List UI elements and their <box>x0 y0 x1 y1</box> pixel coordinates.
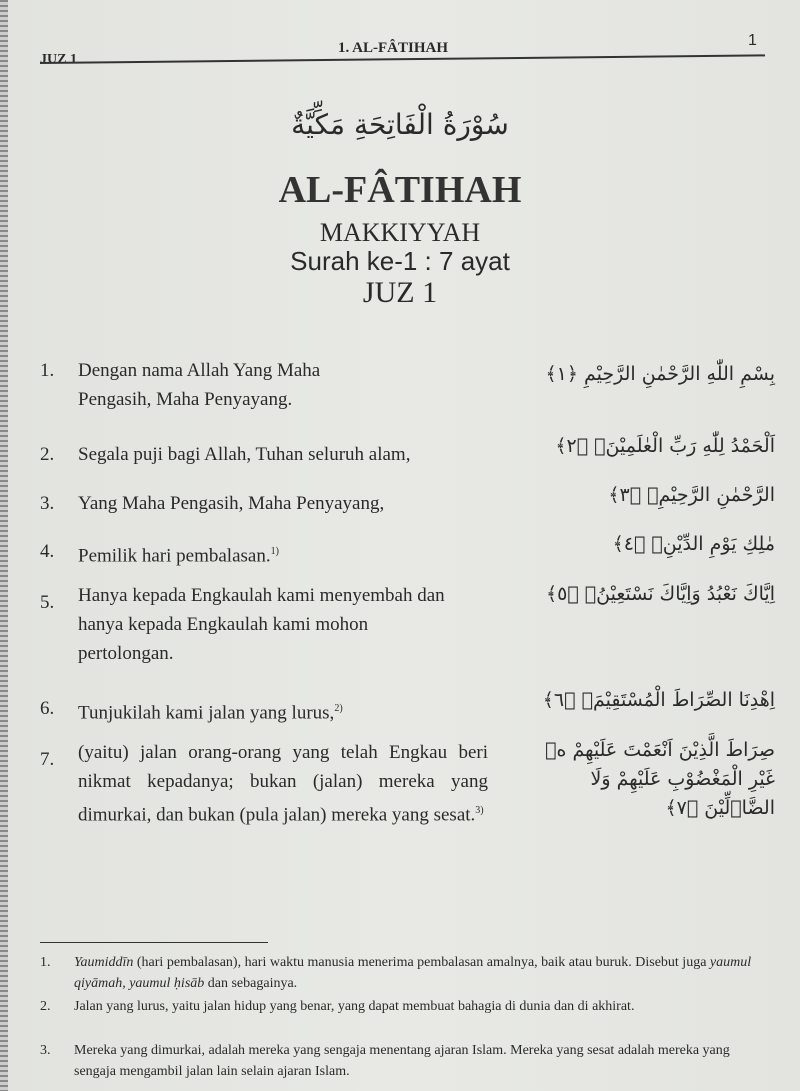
verse-arabic: اِيَّاكَ نَعْبُدُ وَاِيَّاكَ نَسْتَعِيْنُۗ ﴿٥﴾ <box>545 583 775 605</box>
verse-text-content: Tunjukilah kami jalan yang lurus, <box>78 702 335 724</box>
footnote-text: Mereka yang dimurkai, adalah mereka yang sengaja menentang ajaran Islam. Mereka yang sesat adalah mereka yang sengaja mengambil jalan lain selain ajaran Islam. <box>74 1043 730 1079</box>
page-edge <box>0 0 8 1091</box>
footnote-ref: 3) <box>475 805 484 816</box>
verse-arabic: اَلْحَمْدُ لِلّٰهِ رَبِّ الْعٰلَمِيْنَۙ ﴿٢﴾ <box>555 435 775 457</box>
surah-title: AL-FÂTIHAH <box>278 169 522 211</box>
verse-number: 3. <box>40 493 55 514</box>
verse-text: Hanya kepada Engkaulah kami menyembah dan hanya kepada Engkaulah kami mohon pertolongan. <box>78 585 445 664</box>
verse-text-content: (yaitu) jalan orang-orang yang telah Engkau beri nikmat kepadanya; bukan (jalan) mereka yang dimurkai, dan bukan (pula jalan) mereka yang sesat. <box>78 742 488 826</box>
verse-arabic: بِسْمِ اللّٰهِ الرَّحْمٰنِ الرَّحِيْمِ ﴿١﴾ <box>545 363 775 385</box>
verse-text <box>78 537 538 570</box>
footnote-text: dan sebagainya. <box>204 976 298 991</box>
surah-type: MAKKIYYAH <box>319 218 481 247</box>
verse-number: 7. <box>40 749 55 770</box>
footnote-term: Yaumiddīn <box>74 955 134 970</box>
footnote-ref: 2) <box>334 703 343 714</box>
verse-arabic: الرَّحْمٰنِ الرَّحِيْمِۙ ﴿٣﴾ <box>608 484 775 506</box>
verse-number: 1. <box>40 360 55 381</box>
verse-number: 2. <box>40 444 55 465</box>
footnote <box>40 996 770 1017</box>
footnote <box>40 952 770 994</box>
verse-number: 6. <box>40 698 55 719</box>
footnote-number: 3. <box>40 1043 51 1058</box>
surah-juz: JUZ 1 <box>362 276 438 309</box>
verse-text <box>78 694 538 727</box>
surah-title-arabic: سُوْرَةُ الْفَاتِحَةِ مَكِّيَّةٌ <box>291 108 509 141</box>
verse-text: Yang Maha Pengasih, Maha Penyayang, <box>78 493 385 514</box>
footnote-text: Jalan yang lurus, yaitu jalan hidup yang benar, yang dapat membuat bahagia di dunia dan di akhirat. <box>74 999 635 1014</box>
verse-text-content: Pemilik hari pembalasan. <box>78 545 271 567</box>
verse-arabic: مٰلِكِ يَوْمِ الدِّيْنِۗ ﴿٤﴾ <box>612 533 775 555</box>
header-juz: JUZ 1 <box>40 52 77 67</box>
verse-text: Segala puji bagi Allah, Tuhan seluruh alam, <box>78 444 411 465</box>
verse-text: Dengan nama Allah Yang Maha Pengasih, Maha Penyayang. <box>78 360 321 410</box>
footnote-number: 2. <box>40 999 51 1014</box>
verse-number: 5. <box>40 592 55 613</box>
verse-arabic: صِرَاطَ الَّذِيْنَ اَنْعَمْتَ عَلَيْهِمْ ەۙ غَيْرِ الْمَغْضُوْبِ عَلَيْهِمْ وَلَا الضَّاۤلِّيْنَ ﴿٧﴾ <box>545 739 775 819</box>
footnote-ref: 1) <box>270 546 279 557</box>
page-number: 1 <box>748 32 757 49</box>
footnote-divider <box>40 942 268 943</box>
verse-arabic: اِهْدِنَا الصِّرَاطَ الْمُسْتَقِيْمَۙ ﴿٦﴾ <box>542 689 775 711</box>
footnote <box>40 1040 770 1082</box>
surah-info: Surah ke-1 : 7 ayat <box>290 246 510 276</box>
footnote-number: 1. <box>40 955 51 970</box>
verse-number: 4. <box>40 541 55 562</box>
verse-text <box>78 738 488 829</box>
header-surah: 1. AL-FÂTIHAH <box>338 40 449 56</box>
footnote-text: (hari pembalasan), hari waktu manusia menerima pembalasan amalnya, baik atau buruk. Disebut juga <box>133 955 710 970</box>
footnote-term: yaumul qiyāmah, yaumul ḥisāb <box>74 955 752 991</box>
